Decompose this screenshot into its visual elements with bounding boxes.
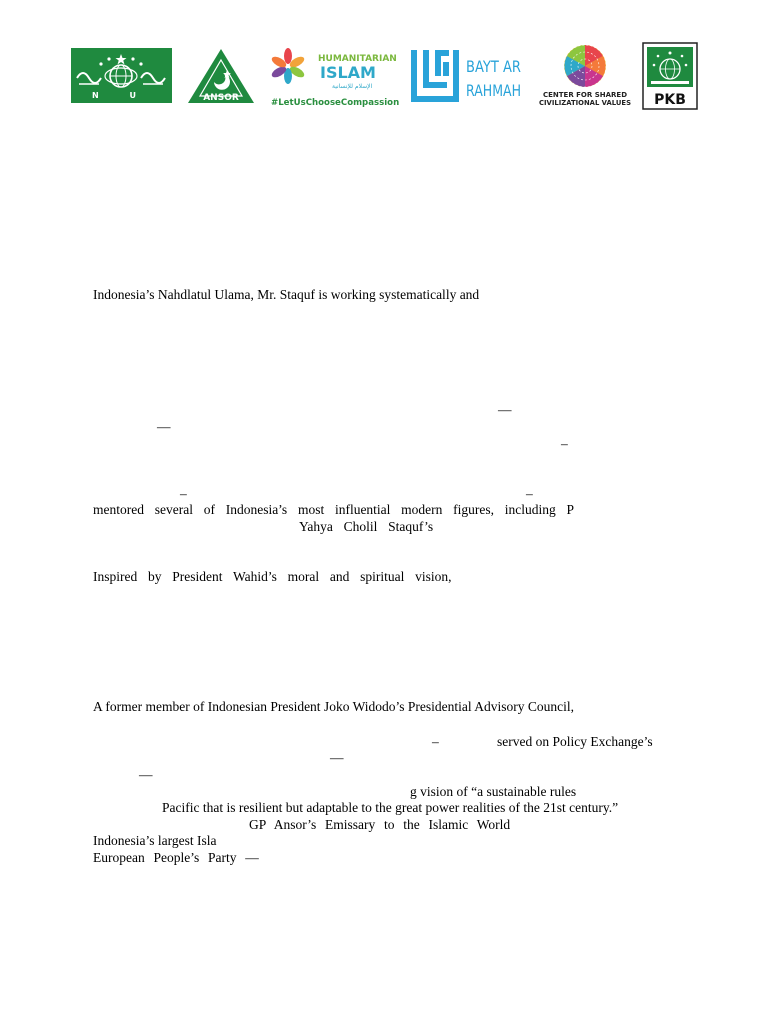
svg-text:PKB: PKB bbox=[654, 92, 686, 108]
nu-logo bbox=[71, 48, 172, 103]
en-dash-3: – bbox=[526, 486, 533, 501]
body-line-6: served on Policy Exchange’s bbox=[497, 734, 653, 749]
pkb-logo bbox=[643, 43, 697, 109]
svg-text:ISLAM: ISLAM bbox=[320, 63, 376, 82]
em-dash-3: — bbox=[330, 750, 344, 765]
body-line-10: Indonesia’s largest Isla bbox=[93, 833, 217, 848]
svg-text:ANSOR: ANSOR bbox=[203, 93, 239, 103]
body-line-11: European People’s Party — bbox=[93, 850, 259, 865]
body-line-5: A former member of Indonesian President Joko Widodo’s Presidential Advisory Council, bbox=[93, 699, 575, 714]
body-line-8: Pacific that is resilient but adaptable to the great power realities of the 21st century.” bbox=[162, 800, 619, 815]
svg-text:BAYT AR: BAYT AR bbox=[466, 57, 521, 76]
en-dash-2: – bbox=[180, 486, 187, 501]
bayt-ar-rahmah-logo bbox=[409, 48, 523, 104]
ansor-logo bbox=[187, 48, 255, 104]
en-dash-1: – bbox=[561, 436, 568, 451]
body-line-3: Yahya Cholil Staquf’s bbox=[299, 519, 434, 534]
humanitarian-islam-logo bbox=[270, 42, 400, 110]
body-line-7: g vision of “a sustainable rules bbox=[410, 784, 577, 799]
en-dash-4: – bbox=[432, 734, 439, 749]
em-dash-4: — bbox=[139, 767, 153, 782]
svg-text:HUMANITARIAN: HUMANITARIAN bbox=[318, 54, 397, 64]
nu-logo-letters: N U bbox=[92, 91, 150, 100]
cscv-logo bbox=[537, 42, 633, 108]
svg-text:RAHMAH: RAHMAH bbox=[466, 81, 521, 100]
svg-text:#LetUsChooseCompassion: #LetUsChooseCompassion bbox=[271, 98, 400, 108]
body-line-9: GP Ansor’s Emissary to the Islamic World bbox=[249, 817, 511, 832]
svg-text:الإسلام للإنسانية: الإسلام للإنسانية bbox=[332, 83, 373, 90]
em-dash-2: — bbox=[157, 419, 171, 434]
body-line-4: Inspired by President Wahid’s moral and spiritual vision, bbox=[93, 569, 452, 584]
svg-text:CENTER FOR SHARED: CENTER FOR SHARED bbox=[542, 91, 628, 99]
em-dash-1: — bbox=[498, 402, 512, 417]
body-line-1: Indonesia’s Nahdlatul Ulama, Mr. Staquf is working systematically and bbox=[93, 287, 480, 302]
body-line-2: mentored several of Indonesia’s most influential modern figures, including P bbox=[93, 502, 575, 517]
svg-text:CIVILIZATIONAL VALUES: CIVILIZATIONAL VALUES bbox=[539, 99, 631, 107]
